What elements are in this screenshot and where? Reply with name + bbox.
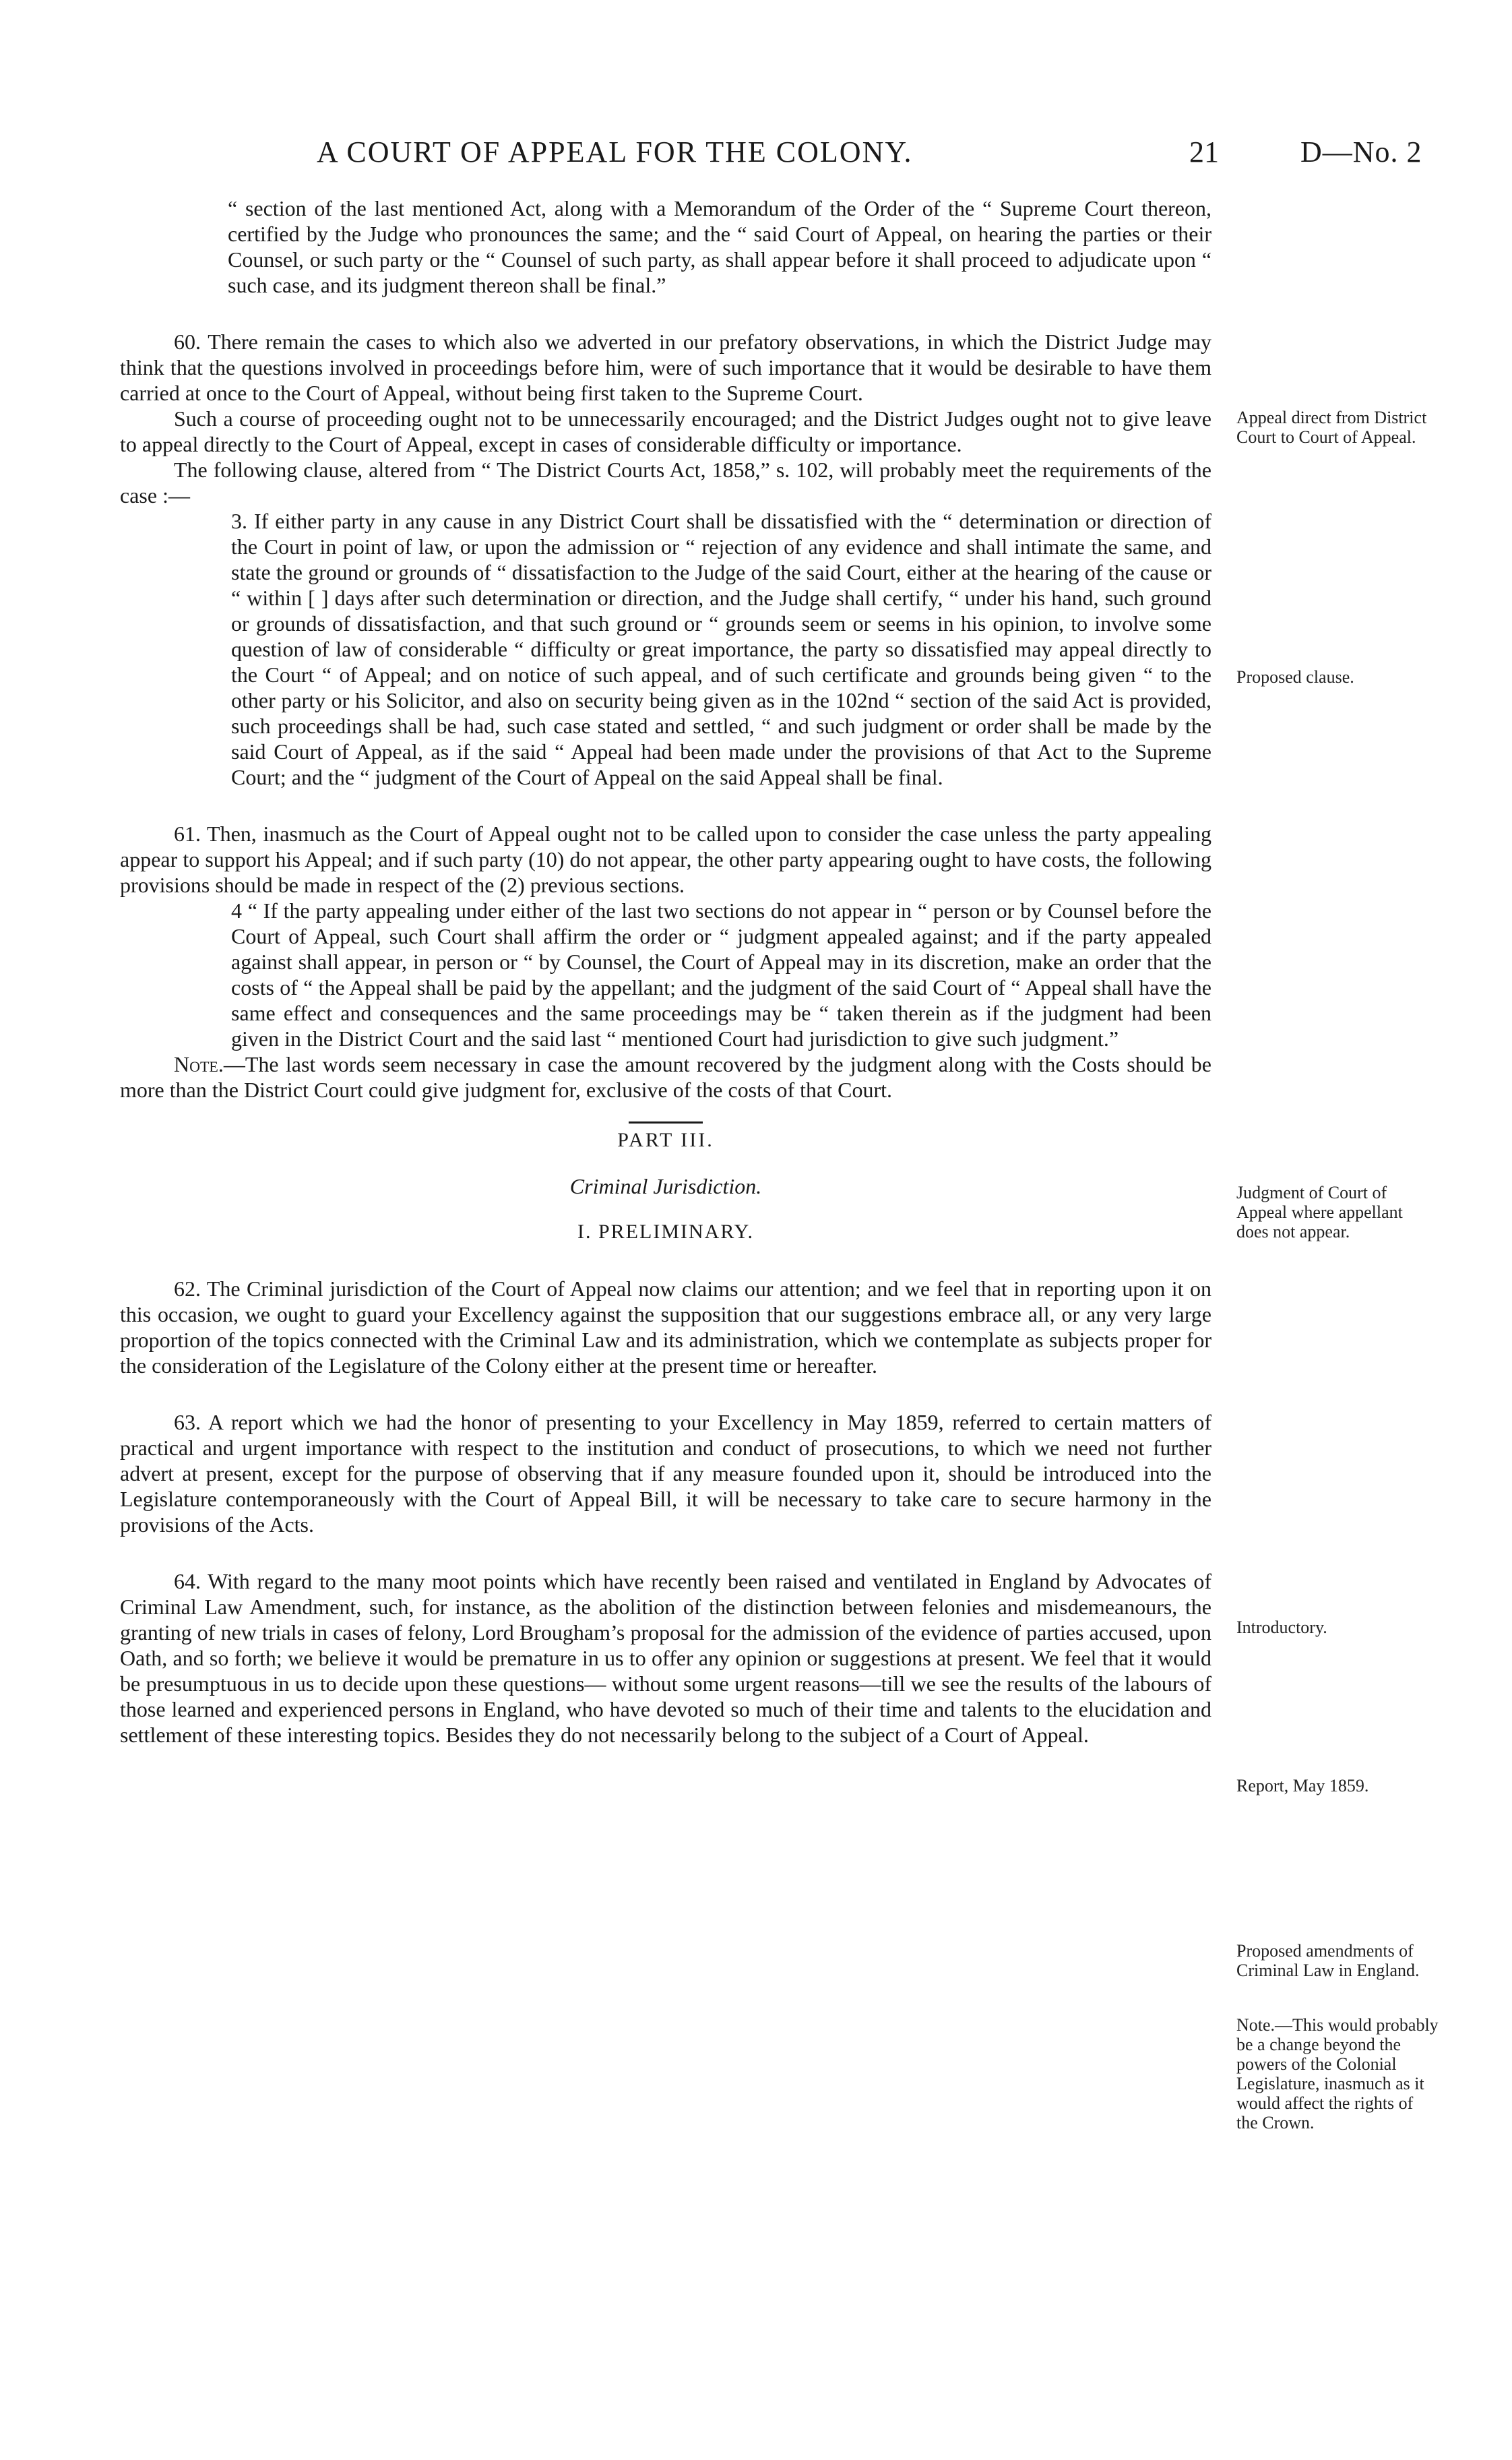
paragraph-64: 64. With regard to the many moot points which have recently been raised and ventilated in England by Advocates of Criminal Law Amendment, such, for instance, as the abolition of the distinction between felonies and misdemeanours, the granting of new trials in cases of felony, Lord Brougham’s proposal for the admission of the evidence of parties accused, upon Oath, and so forth; we believe it would be premature in us to offer any opinion or suggestions at present. We feel that it would be presumptuous in us to decide upon these questions— without some urgent reasons—till we see the results of the labours of those learned and experienced persons in England, who have devoted so much of their time and talents to the elucidation and settlement of these interesting topics. Besides they do not necessarily belong to the subject of a Court of Appeal. — [120, 1569, 1211, 1747]
clause-4: 4 “ If the party appealing under either of the last two sections do not appear in “ person or by Counsel before the Court of Appeal, such Court shall affirm the order or “ judgment appealed against; and if the party appealed against shall appear, in person or “ by Counsel, the Court of Appeal may in its discretion, make an order that the costs of “ the Appeal shall be paid by the appellant; and the judgment of the said Court of “ Appeal shall have the same effect and consequences and the same proceedings may be “ taken therein as if the judgment had been given in the District Court and the said last “ mentioned Court had jurisdiction to give such judgment.” — [231, 898, 1211, 1051]
note-paragraph — [120, 1051, 1211, 1103]
part-heading: PART III. — [617, 1129, 714, 1151]
running-head — [0, 135, 1512, 175]
document-number: D—No. 2 — [1300, 135, 1422, 168]
margin-note-appeal-direct: Appeal direct from District Court to Court of Appeal. — [1236, 408, 1427, 447]
margin-note-introductory: Introductory. — [1236, 1618, 1327, 1637]
paragraph-63: 63. A report which we had the honor of presenting to your Excellency in May 1859, referred to certain matters of practical and urgent importance with respect to the institution and conduct of prosecutions, to which we need not further advert at present, except for the purpose of observing that if any measure founded upon it, should be introduced into the Legislature contemporaneously with the Court of Appeal Bill, it will be necessary to take care to secure harmony in the provisions of the Acts. — [120, 1410, 1211, 1537]
margin-note-proposed-amendments: Proposed amendments of Criminal Law in England. — [1236, 1941, 1420, 1980]
paragraph-60-course: Such a course of proceeding ought not to be unnecessarily encouraged; and the District Judges ought not to give leave to appeal directly to the Court of Appeal, except in cases of considerable difficulty or importance. — [120, 406, 1211, 456]
paragraph-60: 60. There remain the cases to which also we adverted in our prefatory observations, in which the District Judge may think that the questions involved in proceedings before him, were of such importance that it would be desirable to have them carried at once to the Court of Appeal, without being first taken to the Supreme Court. — [120, 330, 1211, 405]
margin-note-judgment: Judgment of Court of Appeal where appellant does not appear. — [1236, 1183, 1403, 1241]
margin-note-report-may: Report, May 1859. — [1236, 1776, 1369, 1795]
clause-3: 3. If either party in any cause in any District Court shall be dissatisfied with the “ determination or direction of the Court in point of law, or upon the admission or “ rejection of any evidence and shall intimate the same, and state the ground or grounds of “ dissatisfaction to the Judge of the said Court, either at the hearing of the cause or “ within [ ] days after such determination or direction, and the Judge shall certify, “ under his hand, such ground or grounds of dissatisfaction, and that such ground or “ grounds seem or seems in his opinion, to involve some question of law of considerable “ difficulty or great importance, the party so dissatisfied may appeal directly to the Court “ of Appeal; and on notice of such appeal, and of such certificate and grounds being given “ to the other party or his Solicitor, and also on security being given as in the 102nd “ section of the said Act is provided, such proceedings shall be had, such case stated and settled, “ and such judgment or order shall be made by the said Court of Appeal, as if the said “ Appeal had been made under the provisions of that Act to the Supreme Court; and the “ judgment of the Court of Appeal on the said Appeal shall be final. — [231, 509, 1211, 789]
section-heading: I. PRELIMINARY. — [577, 1221, 754, 1243]
note-label: Note. — [174, 1052, 224, 1076]
running-title: A COURT OF APPEAL FOR THE COLONY. — [317, 135, 913, 168]
note-text: —The last words seem necessary in case the amount recovered by the judgment along with the Costs should be more than the District Court could give judgment for, exclusive of the costs of that Court. — [120, 1052, 1211, 1102]
quote-continuation: “ section of the last mentioned Act, along with a Memorandum of the Order of the “ Supreme Court thereon, certified by the Judge who pronounces the same; and the “ said Court of Appeal, on hearing the parties or their Counsel, or such party or the “ Counsel of such party, as shall appear before it shall proceed to adjudicate upon “ such case, and its judgment thereon shall be final.” — [228, 196, 1211, 297]
body-text — [120, 195, 1211, 1748]
paragraph-62: 62. The Criminal jurisdiction of the Court of Appeal now claims our attention; and we feel that in reporting upon it on this occasion, we ought to guard your Excellency against the supposition that our suggestions embrace all, or any very large proportion of the topics connected with the Criminal Law and its administration, which we contemplate as subjects proper for the consideration of the Legislature of the Colony either at the present time or hereafter. — [120, 1277, 1211, 1378]
paragraph-60-clause-intro: The following clause, altered from “ The District Courts Act, 1858,” s. 102, will probably meet the requirements of the case :— — [120, 458, 1211, 508]
margin-note-change: Note.—This would probably be a change beyond the powers of the Colonial Legislature, inasmuch as it would affect the rights of the Crown. — [1236, 2015, 1439, 2132]
page-number: 21 — [1189, 135, 1219, 168]
part-rule — [629, 1121, 703, 1124]
margin-note-proposed-clause: Proposed clause. — [1236, 667, 1354, 687]
part-subheading: Criminal Jurisdiction. — [569, 1174, 762, 1198]
paragraph-61: 61. Then, inasmuch as the Court of Appeal ought not to be called upon to consider the case unless the party appealing appear to support his Appeal; and if such party (10) do not appear, the other party appearing ought to have costs, the following provisions should be made in respect of the (2) previous sections. — [120, 822, 1211, 897]
